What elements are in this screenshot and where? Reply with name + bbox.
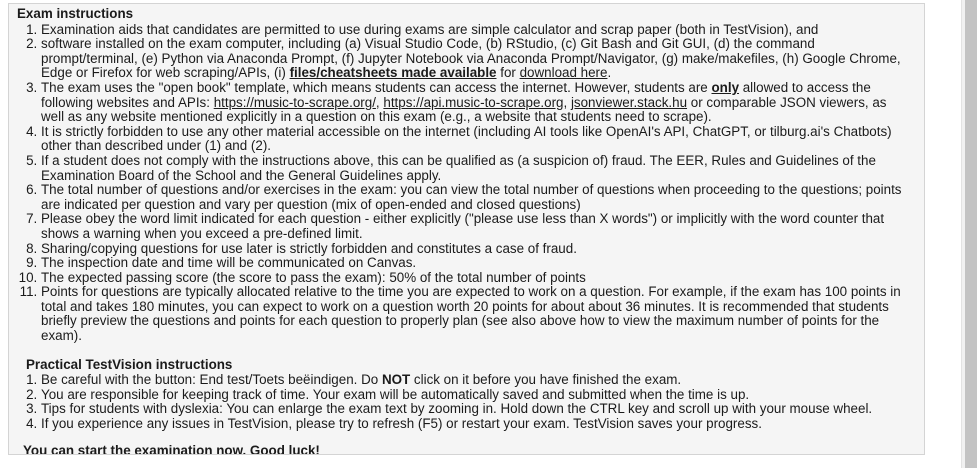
instruction-item	[41, 256, 908, 271]
download-here-link[interactable]: download here	[519, 65, 608, 81]
jsonviewer-link[interactable]: jsonviewer.stack.hu	[570, 94, 688, 110]
instruction-item	[41, 212, 908, 241]
text-segment: Examination aids that candidates are permitted to use during exams are simple calculator and scrap paper (both in TestVision), and	[41, 21, 819, 37]
instruction-item	[41, 81, 908, 125]
text-segment: Be careful with the button: End test/Toets beëindigen. Do	[41, 372, 382, 388]
text-segment: .	[607, 65, 612, 81]
music-to-scrape-link[interactable]: https://music-to-scrape.org/	[213, 94, 376, 110]
instruction-item	[41, 388, 908, 403]
text-segment: allowed to access the following websites and APIs:	[41, 79, 871, 110]
api-music-to-scrape-link[interactable]: https://api.music-to-scrape.org	[383, 94, 564, 110]
text-segment: The expected passing score (the score to pass the exam): 50% of the total number of points	[41, 269, 586, 285]
scrollbar-thumb[interactable]	[965, 0, 977, 468]
text-segment: for	[496, 65, 520, 81]
practical-instructions-title: Practical TestVision instructions	[26, 356, 233, 372]
exam-instructions-list	[17, 23, 908, 344]
text-segment: ,	[563, 94, 571, 110]
instruction-item	[41, 183, 908, 212]
text-segment: You are responsible for keeping track of time. Your exam will be automatically saved and submitted when the time is up.	[41, 386, 750, 402]
instruction-item	[41, 402, 908, 417]
text-segment: or comparable JSON viewers, as well as any website mentioned explicitly in a question on this exam (e.g., a website that students need to scrape).	[41, 94, 887, 125]
text-segment: NOT	[381, 372, 411, 388]
vertical-scrollbar[interactable]	[961, 0, 977, 468]
text-segment: If a student does not comply with the instructions above, this can be qualified as (a suspicion of) fraud. The EER, Rules and Guidelines of the Examination Board of the School and the General Guidelines apply.	[41, 152, 876, 183]
instruction-item	[41, 125, 908, 154]
text-segment: Sharing/copying questions for use later is strictly forbidden and constitutes a case of fraud.	[41, 240, 577, 256]
text-segment: Tips for students with dyslexia: You can enlarge the exam text by zooming in. Hold down the CTRL key and scroll up with your mouse wheel.	[41, 401, 873, 417]
text-segment: The inspection date and time will be communicated on Canvas.	[41, 255, 417, 271]
instruction-item	[41, 271, 908, 286]
instruction-item	[41, 417, 908, 432]
instruction-item	[41, 23, 908, 38]
exam-instructions-title: Exam instructions	[17, 6, 134, 21]
text-segment: The total number of questions and/or exercises in the exam: you can view the total number of questions when proceeding to the questions; points are indicated per question and vary per question (mix of open-ended and closed questions)	[41, 182, 902, 212]
instruction-item	[41, 285, 908, 343]
text-segment: It is strictly forbidden to use any other material accessible on the internet (including AI tools like OpenAI's API, ChatGPT, or tilburg.ai's Chatbots) other than described under (1) and (2).	[41, 123, 892, 154]
text-segment: software installed on the exam computer, including (a) Visual Studio Code, (b) RStudio, (c) Git Bash and Git GUI, (d) the command prompt/terminal, (e) Python via Anaconda Prompt, (f) Jupyter Notebook via Anaconda Prompt/Navigator, (g) make/makefiles, (h) Google Chrome, Edge or Firefox for web scraping/APIs, (i)	[41, 36, 901, 81]
text-segment: Points for questions are typically allocated relative to the time you are expected to work on a question. For example, if the exam has 100 points in total and takes 180 minutes, you can expect to work on a question worth 20 points for about about 36 minutes. It is recommended that students briefly preview the questions and points for each question to properly plan (see also above how to view the maximum number of points for the exam).	[41, 284, 901, 344]
practical-instructions-list	[17, 373, 908, 431]
text-segment: Please obey the word limit indicated for each question - either explicitly ("please use less than X words") or implicitly with the word counter that shows a warning when you exceed a pre-defined limit.	[41, 211, 885, 241]
instruction-item	[41, 37, 908, 81]
text-segment: The exam uses the "open book" template, which means students can access the internet. However, students are	[41, 79, 712, 95]
start-message: You can start the examination now. Good luck!	[23, 442, 320, 455]
text-segment: files/cheatsheets made available	[289, 65, 497, 81]
instruction-item	[41, 154, 908, 183]
text-segment: ,	[375, 94, 384, 110]
instruction-item	[41, 242, 908, 257]
text-segment: only	[711, 79, 740, 95]
text-segment: If you experience any issues in TestVision, please try to refresh (F5) or restart your exam. TestVision saves your progress.	[41, 416, 762, 432]
instructions-panel	[8, 3, 925, 455]
instruction-item	[41, 373, 908, 388]
text-segment: click on it before you have finished the exam.	[410, 372, 682, 388]
